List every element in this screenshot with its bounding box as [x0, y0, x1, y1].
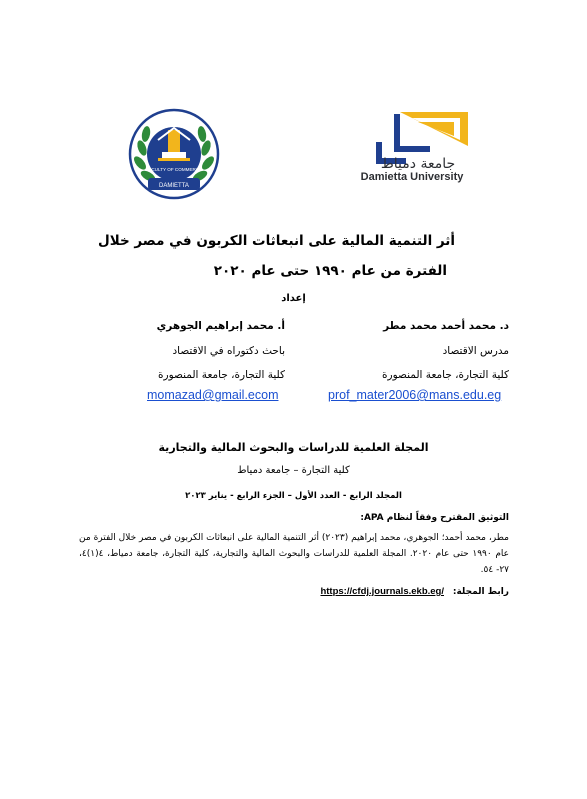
- university-name: Damietta University: [360, 171, 464, 183]
- citation-heading: التوثيق المقترح وفقاً لنظام APA:: [360, 513, 509, 523]
- journal-college: كلية التجارة – جامعة دمياط: [237, 465, 350, 476]
- commerce-logo-bottom-text: DAMIETTA: [159, 183, 189, 189]
- commerce-logo-ring-text: FACULTY OF COMMERCE: [145, 167, 203, 172]
- journal-link[interactable]: https://cfdj.journals.ekb.eg/: [320, 586, 444, 597]
- uni-arabic-logo-text: جامعة دمياط: [380, 156, 456, 172]
- citation-text: مطر، محمد أحمد؛ الجوهري، محمد إبراهيم (٢٠٢٣) أثر التنمية المالية على انبعاثات الكربون في مصر خلال الفترة من عام ١٩٩٠ حتى عام ٢٠٢٠. المجلة العلمية للدراسات والبحوث المالية والتجارية، كلية التجارة، جامعة دمياط، ٤(١)٤، ٢٧- ٥٤.: [79, 533, 509, 575]
- faculty-of-commerce-logo: [128, 108, 220, 200]
- journal-volume: المجلد الرابع - العدد الأول – الجزء الرابع - يناير ٢٠٢٣: [185, 491, 402, 501]
- author-1-email-link[interactable]: prof_mater2006@mans.edu.eg: [328, 388, 502, 402]
- author-1-title: مدرس الاقتصاد: [442, 345, 509, 357]
- author-1-name: د. محمد أحمد محمد مطر: [383, 320, 509, 332]
- journal-name: المجلة العلمية للدراسات والبحوث المالية والتجارية: [158, 441, 429, 454]
- author-2-affiliation: كلية التجارة، جامعة المنصورة: [158, 369, 285, 381]
- prepared-by-label: إعداد: [281, 293, 306, 304]
- author-1-affiliation: كلية التجارة، جامعة المنصورة: [382, 369, 509, 381]
- journal-link-label: رابط المجلة:: [452, 587, 509, 597]
- paper-title-line-2: الفترة من عام ١٩٩٠ حتى عام ٢٠٢٠: [213, 263, 447, 279]
- author-2-title: باحث دكتوراه في الاقتصاد: [172, 345, 285, 357]
- author-2-email-link[interactable]: momazad@gmail.ecom: [147, 388, 279, 402]
- journal-link-row: [320, 586, 509, 597]
- author-2-name: أ. محمد إبراهيم الجوهري: [156, 320, 285, 332]
- paper-title-line-1: أثر التنمية المالية على انبعاثات الكربون في مصر خلال: [98, 233, 455, 249]
